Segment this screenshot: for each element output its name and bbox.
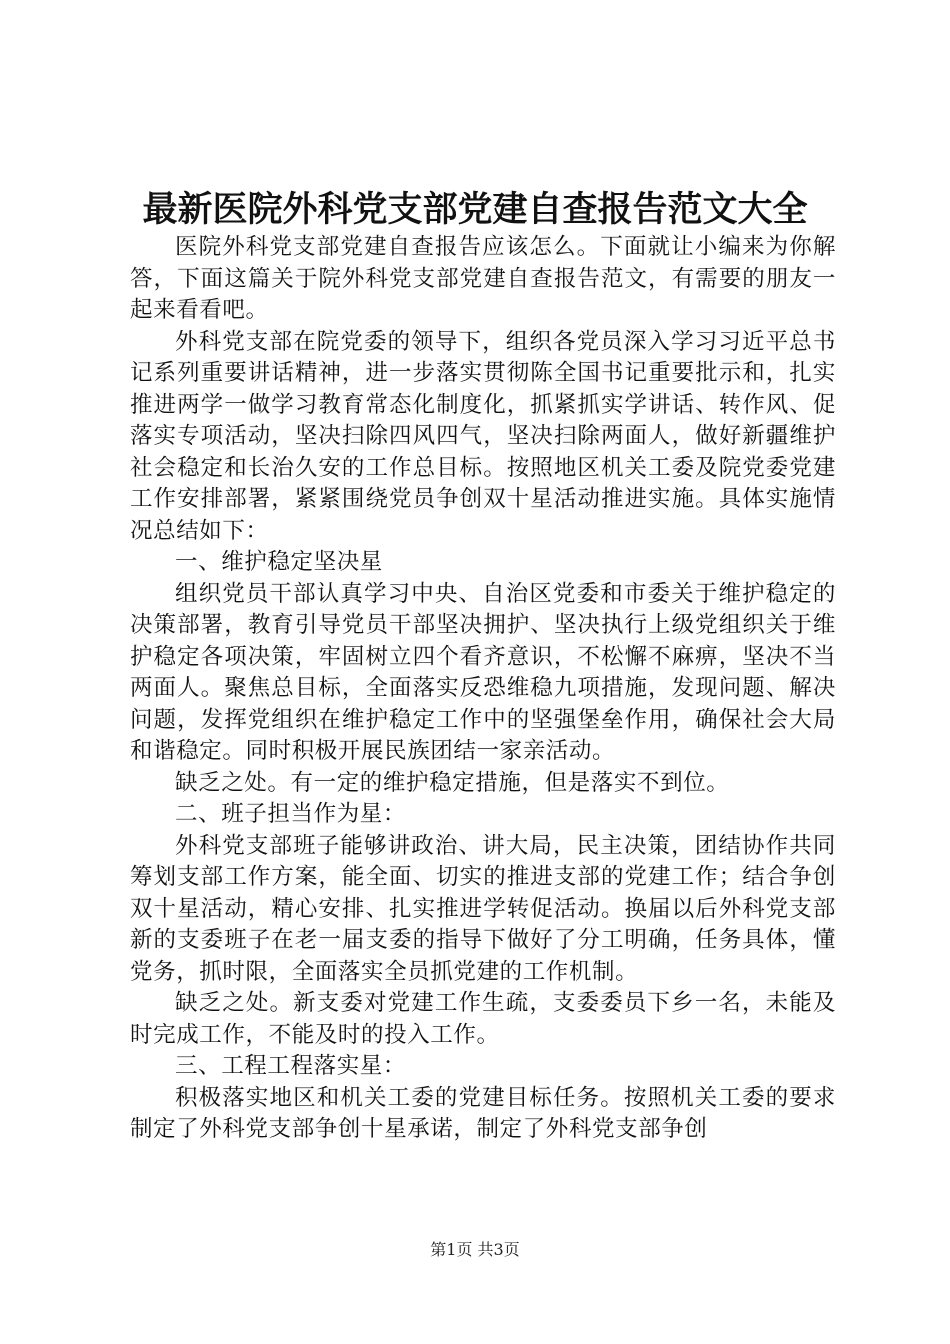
paragraph-shortcoming-2: 缺乏之处。新支委对党建工作生疏，支委委员下乡一名，未能及时完成工作，不能及时的投入工作。: [130, 990, 836, 1048]
section-heading-3: 三、工程工程落实星：: [175, 1053, 407, 1079]
paragraph-section-3: 积极落实地区和机关工委的党建目标任务。按照机关工委的要求制定了外科党支部争创十星承诺，制定了外科党支部争创: [130, 1084, 836, 1142]
section-heading-1: 一、维护稳定坚决星: [175, 549, 383, 575]
document-title: 最新医院外科党支部党建自查报告范文大全: [142, 189, 808, 230]
document-body: [130, 232, 836, 1146]
paragraph-overview: 外科党支部在院党委的领导下，组织各党员深入学习习近平总书记系列重要讲话精神，进一步落实贯彻陈全国书记重要批示和，扎实推进两学一做学习教育常态化制度化，抓紧抓实学讲话、转作风、促落实专项活动，坚决扫除四风四气，坚决扫除两面人，做好新疆维护社会稳定和长治久安的工作总目标。按照地区机关工委及院党委党建工作安排部署，紧紧围绕党员争创双十星活动推进实施。具体实施情况总结如下：: [130, 328, 836, 544]
paragraph-section-2: 外科党支部班子能够讲政治、讲大局，民主决策，团结协作共同筹划支部工作方案，能全面、切实的推进支部的党建工作；结合争创双十星活动，精心安排、扎实推进学转促活动。换届以后外科党支部新的支委班子在老一届支委的指导下做好了分工明确，任务具体，懂党务，抓时限，全面落实全员抓党建的工作机制。: [130, 832, 836, 985]
paragraph-intro: 医院外科党支部党建自查报告应该怎么。下面就让小编来为你解答，下面这篇关于院外科党支部党建自查报告范文，有需要的朋友一起来看看吧。: [130, 234, 836, 323]
page-number-footer: 第1页 共3页: [430, 1240, 520, 1259]
paragraph-shortcoming-1: 缺乏之处。有一定的维护稳定措施，但是落实不到位。: [175, 769, 730, 796]
section-heading-2: 二、班子担当作为星：: [175, 801, 407, 827]
paragraph-section-1: 组织党员干部认真学习中央、自治区党委和市委关于维护稳定的决策部署，教育引导党员干部坚决拥护、坚决执行上级党组织关于维护稳定各项决策，牢固树立四个看齐意识，不松懈不麻痹，坚决不当两面人。聚焦总目标，全面落实反恐维稳九项措施，发现问题、解决问题，发挥党组织在维护稳定工作中的坚强堡垒作用，确保社会大局和谐稳定。同时积极开展民族团结一家亲活动。: [130, 580, 836, 764]
